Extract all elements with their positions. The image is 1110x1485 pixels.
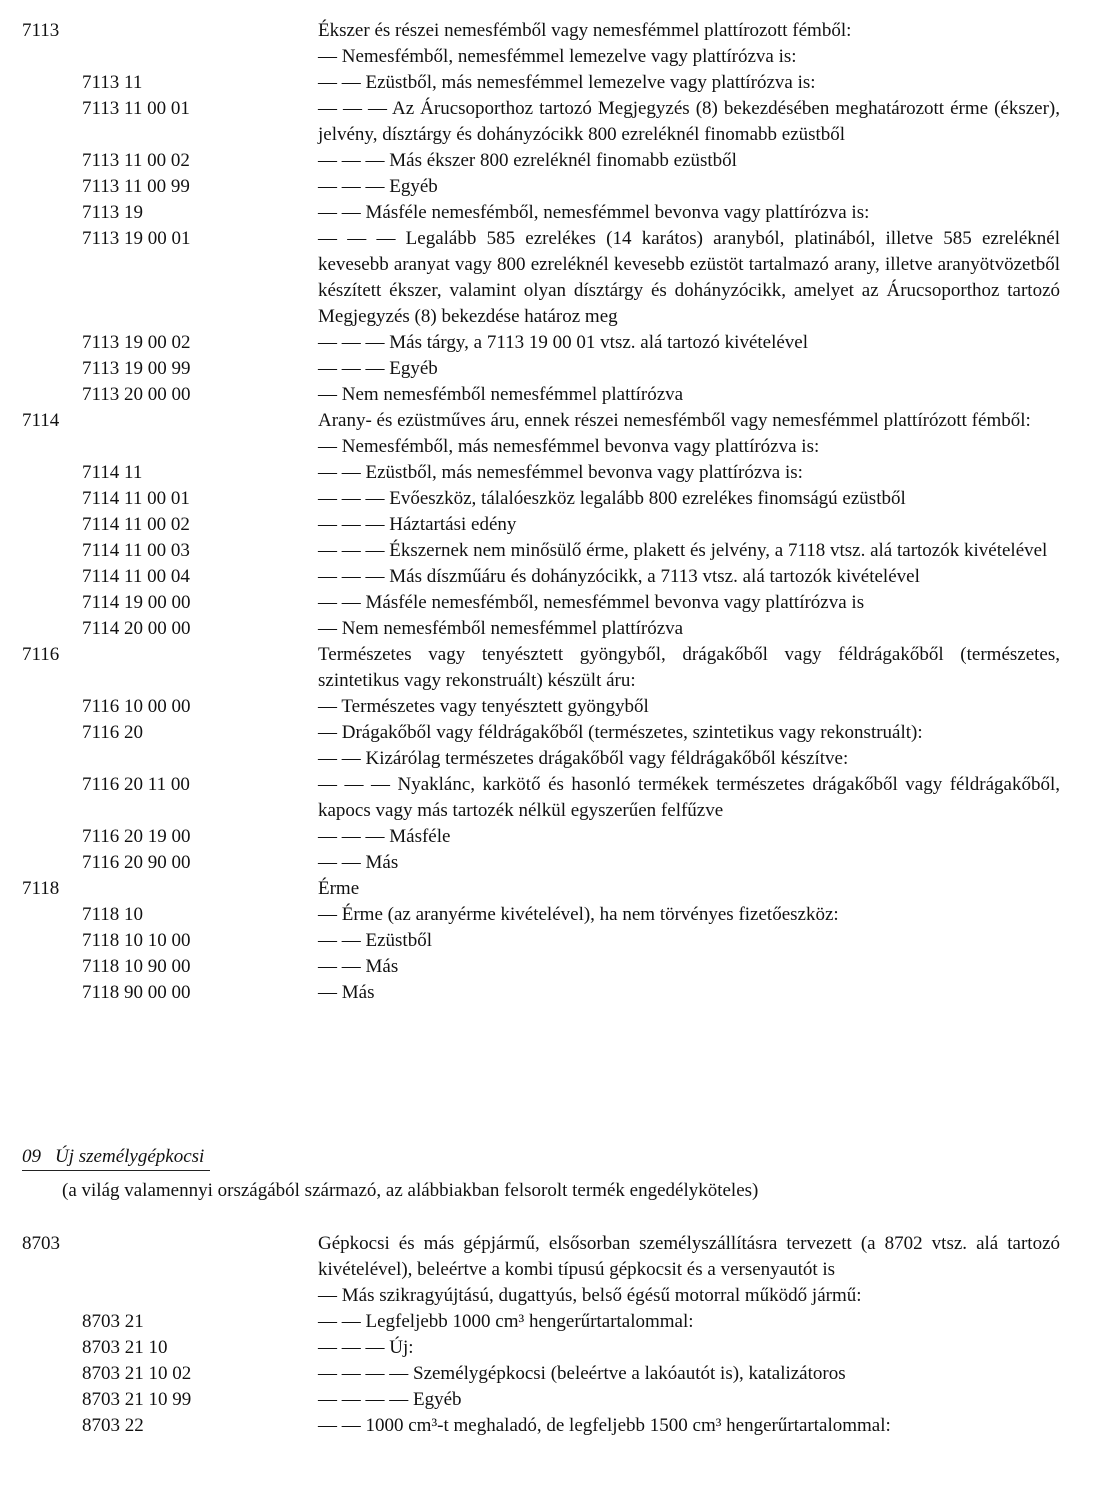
tariff-description: — — — Másféle <box>318 826 451 847</box>
section-number: 09 <box>22 1146 41 1167</box>
tariff-code: 8703 21 10 02 <box>82 1363 192 1384</box>
tariff-description: Arany- és ezüstműves áru, ennek részei nemesfémből vagy nemesfémmel plattírózott fémből: <box>318 410 1031 431</box>
tariff-code: 7118 10 10 00 <box>82 930 191 951</box>
tariff-row <box>0 876 1060 902</box>
tariff-description: — — — — Személygépkocsi (beleértve a lakóautót is), katalizátoros <box>318 1363 846 1384</box>
tariff-description: Természetes vagy tenyésztett gyöngyből, drágakőből vagy féldrágakőből (természetes, szintetikus vagy rekonstruált) készült áru: <box>318 644 1060 691</box>
tariff-code <box>0 746 318 772</box>
section-heading <box>22 1144 210 1171</box>
tariff-description: — Nem nemesfémből nemesfémmel plattírózva <box>318 384 684 405</box>
tariff-row <box>0 174 1060 200</box>
tariff-description: — — Másféle nemesfémből, nemesfémmel bevonva vagy plattírózva is <box>318 592 865 613</box>
tariff-code: 7114 11 00 02 <box>82 514 190 535</box>
tariff-row <box>0 382 1060 408</box>
tariff-code <box>0 44 318 70</box>
tariff-description: — — — Más díszműáru és dohányzócikk, a 7113 vtsz. alá tartozók kivételével <box>318 566 920 587</box>
tariff-row <box>0 408 1060 434</box>
tariff-row <box>0 1387 1060 1413</box>
tariff-description: — — — Más ékszer 800 ezreléknél finomabb ezüstből <box>318 150 737 171</box>
tariff-row <box>0 564 1060 590</box>
tariff-row <box>0 1413 1060 1439</box>
tariff-row <box>0 746 1060 772</box>
tariff-row <box>0 538 1060 564</box>
tariff-code: 7113 11 00 01 <box>82 98 190 119</box>
tariff-description: — — Legfeljebb 1000 cm³ hengerűrtartalommal: <box>318 1311 694 1332</box>
tariff-description: — Természetes vagy tenyésztett gyöngyből <box>318 696 649 717</box>
tariff-description: — — 1000 cm³-t meghaladó, de legfeljebb 1500 cm³ hengerűrtartalommal: <box>318 1415 891 1436</box>
tariff-code: 7113 11 00 02 <box>82 150 190 171</box>
tariff-row <box>0 18 1060 44</box>
tariff-code: 7116 20 19 00 <box>82 826 191 847</box>
tariff-code: 7114 <box>22 410 60 431</box>
tariff-code: 7113 11 <box>82 72 143 93</box>
tariff-code: 8703 21 <box>82 1311 144 1332</box>
tariff-code <box>0 434 318 460</box>
tariff-row <box>0 44 1060 70</box>
tariff-row <box>0 772 1060 824</box>
tariff-description: — Nem nemesfémből nemesfémmel plattírózva <box>318 618 684 639</box>
tariff-row <box>0 226 1060 330</box>
tariff-code: 7116 <box>22 644 60 665</box>
tariff-code: 7113 19 <box>82 202 144 223</box>
tariff-row <box>0 850 1060 876</box>
tariff-code: 7116 10 00 00 <box>82 696 191 717</box>
tariff-description: — Nemesfémből, más nemesfémmel bevonva vagy plattírózva is: <box>318 436 820 457</box>
tariff-code <box>0 1283 318 1309</box>
tariff-row <box>0 434 1060 460</box>
tariff-row <box>0 928 1060 954</box>
tariff-row <box>0 1283 1060 1309</box>
tariff-code: 8703 21 10 <box>82 1337 168 1358</box>
tariff-description: — — Más <box>318 956 399 977</box>
tariff-row <box>0 200 1060 226</box>
tariff-description: — — Ezüstből, más nemesfémmel lemezelve vagy plattírózva is: <box>318 72 816 93</box>
tariff-description: — — — — Egyéb <box>318 1389 462 1410</box>
tariff-row <box>0 1309 1060 1335</box>
tariff-row <box>0 1231 1060 1283</box>
tariff-description: — — — Háztartási edény <box>318 514 517 535</box>
tariff-row <box>0 616 1060 642</box>
tariff-code: 7113 19 00 99 <box>82 358 191 379</box>
tariff-code: 7116 20 <box>82 722 144 743</box>
tariff-code: 7118 <box>22 878 60 899</box>
tariff-row <box>0 720 1060 746</box>
tariff-description: — — — Evőeszköz, tálalóeszköz legalább 800 ezrelékes finomságú ezüstből <box>318 488 906 509</box>
tariff-description: — Más <box>318 982 375 1003</box>
tariff-row <box>0 642 1060 694</box>
tariff-description: — — — Új: <box>318 1337 414 1358</box>
tariff-row <box>0 694 1060 720</box>
tariff-row <box>0 902 1060 928</box>
tariff-description: — — — Ékszernek nem minősülő érme, plakett és jelvény, a 7118 vtsz. alá tartozók kivételével <box>318 540 1048 561</box>
tariff-row <box>0 1361 1060 1387</box>
tariff-description: — — Ezüstből <box>318 930 432 951</box>
tariff-description: — — — Legalább 585 ezrelékes (14 karátos) aranyból, platinából, illetve 585 ezreléknél kevesebb aranyat vagy 800 ezreléknél kevesebb ezüstöt tartalmazó arany, illetve aranyötvözetből készített ékszer, valamint olyan dísztárgy és dohányzócikk, amelyet az Árucsoporthoz tartozó Megjegyzés (8) bekezdése határoz meg <box>318 228 1060 327</box>
tariff-row <box>0 512 1060 538</box>
tariff-code: 7114 11 00 03 <box>82 540 190 561</box>
tariff-row <box>0 590 1060 616</box>
tariff-description: — — Másféle nemesfémből, nemesfémmel bevonva vagy plattírózva is: <box>318 202 870 223</box>
tariff-code: 7116 20 11 00 <box>82 774 190 795</box>
tariff-row <box>0 1335 1060 1361</box>
tariff-code: 7118 90 00 00 <box>82 982 191 1003</box>
tariff-code: 8703 <box>22 1233 60 1254</box>
tariff-description: — Érme (az aranyérme kivételével), ha nem törvényes fizetőeszköz: <box>318 904 839 925</box>
tariff-description: Ékszer és részei nemesfémből vagy nemesfémmel plattírozott fémből: <box>318 20 852 41</box>
tariff-description: — — Ezüstből, más nemesfémmel bevonva vagy plattírózva is: <box>318 462 803 483</box>
tariff-code: 8703 21 10 99 <box>82 1389 192 1410</box>
tariff-code: 8703 22 <box>82 1415 144 1436</box>
tariff-row <box>0 954 1060 980</box>
tariff-code: 7118 10 <box>82 904 144 925</box>
tariff-code: 7114 11 00 01 <box>82 488 190 509</box>
tariff-code: 7113 19 00 01 <box>82 228 191 249</box>
tariff-table-cars <box>0 1231 1060 1439</box>
tariff-code: 7118 10 90 00 <box>82 956 191 977</box>
tariff-description: — — — Más tárgy, a 7113 19 00 01 vtsz. alá tartozó kivételével <box>318 332 809 353</box>
tariff-code: 7113 20 00 00 <box>82 384 191 405</box>
section-note: (a világ valamennyi országából származó, az alábbiakban felsorolt termék engedélyköteles) <box>62 1180 759 1201</box>
tariff-code: 7113 11 00 99 <box>82 176 190 197</box>
tariff-row <box>0 148 1060 174</box>
tariff-description: — — Más <box>318 852 399 873</box>
tariff-code: 7114 19 00 00 <box>82 592 191 613</box>
tariff-description: — — Kizárólag természetes drágakőből vagy féldrágakőből készítve: <box>318 748 849 769</box>
tariff-description: — — — Egyéb <box>318 176 438 197</box>
tariff-row <box>0 96 1060 148</box>
tariff-code: 7114 11 00 04 <box>82 566 190 587</box>
tariff-description: Érme <box>318 878 360 899</box>
tariff-description: Gépkocsi és más gépjármű, elsősorban személyszállításra tervezett (a 8702 vtsz. alá tartozó kivételével), beleértve a kombi típusú gépkocsit és a versenyautót is <box>318 1233 1060 1280</box>
tariff-row <box>0 980 1060 1006</box>
tariff-row <box>0 824 1060 850</box>
tariff-row <box>0 486 1060 512</box>
tariff-table-jewellery <box>0 18 1060 1006</box>
section-title-text: Új személygépkocsi <box>55 1146 205 1167</box>
tariff-code: 7116 20 90 00 <box>82 852 191 873</box>
tariff-row <box>0 70 1060 96</box>
tariff-row <box>0 356 1060 382</box>
tariff-row <box>0 330 1060 356</box>
tariff-description: — — — Egyéb <box>318 358 438 379</box>
tariff-row <box>0 460 1060 486</box>
tariff-code: 7113 <box>22 20 60 41</box>
tariff-description: — Nemesfémből, nemesfémmel lemezelve vagy plattírózva is: <box>318 46 797 67</box>
tariff-description: — Más szikragyújtású, dugattyús, belső égésű motorral működő jármű: <box>318 1285 862 1306</box>
tariff-description: — Drágakőből vagy féldrágakőből (természetes, szintetikus vagy rekonstruált): <box>318 722 923 743</box>
tariff-code: 7113 19 00 02 <box>82 332 191 353</box>
tariff-description: — — — Nyaklánc, karkötő és hasonló termékek természetes drágakőből vagy féldrágakőből, kapocs vagy más tartozék nélkül egyszerűen felfűzve <box>318 774 1060 821</box>
tariff-code: 7114 20 00 00 <box>82 618 191 639</box>
tariff-code: 7114 11 <box>82 462 143 483</box>
tariff-description: — — — Az Árucsoporthoz tartozó Megjegyzés (8) bekezdésében meghatározott érme (ékszer), jelvény, dísztárgy és dohányzócikk 800 ezreléknél finomabb ezüstből <box>318 98 1060 145</box>
